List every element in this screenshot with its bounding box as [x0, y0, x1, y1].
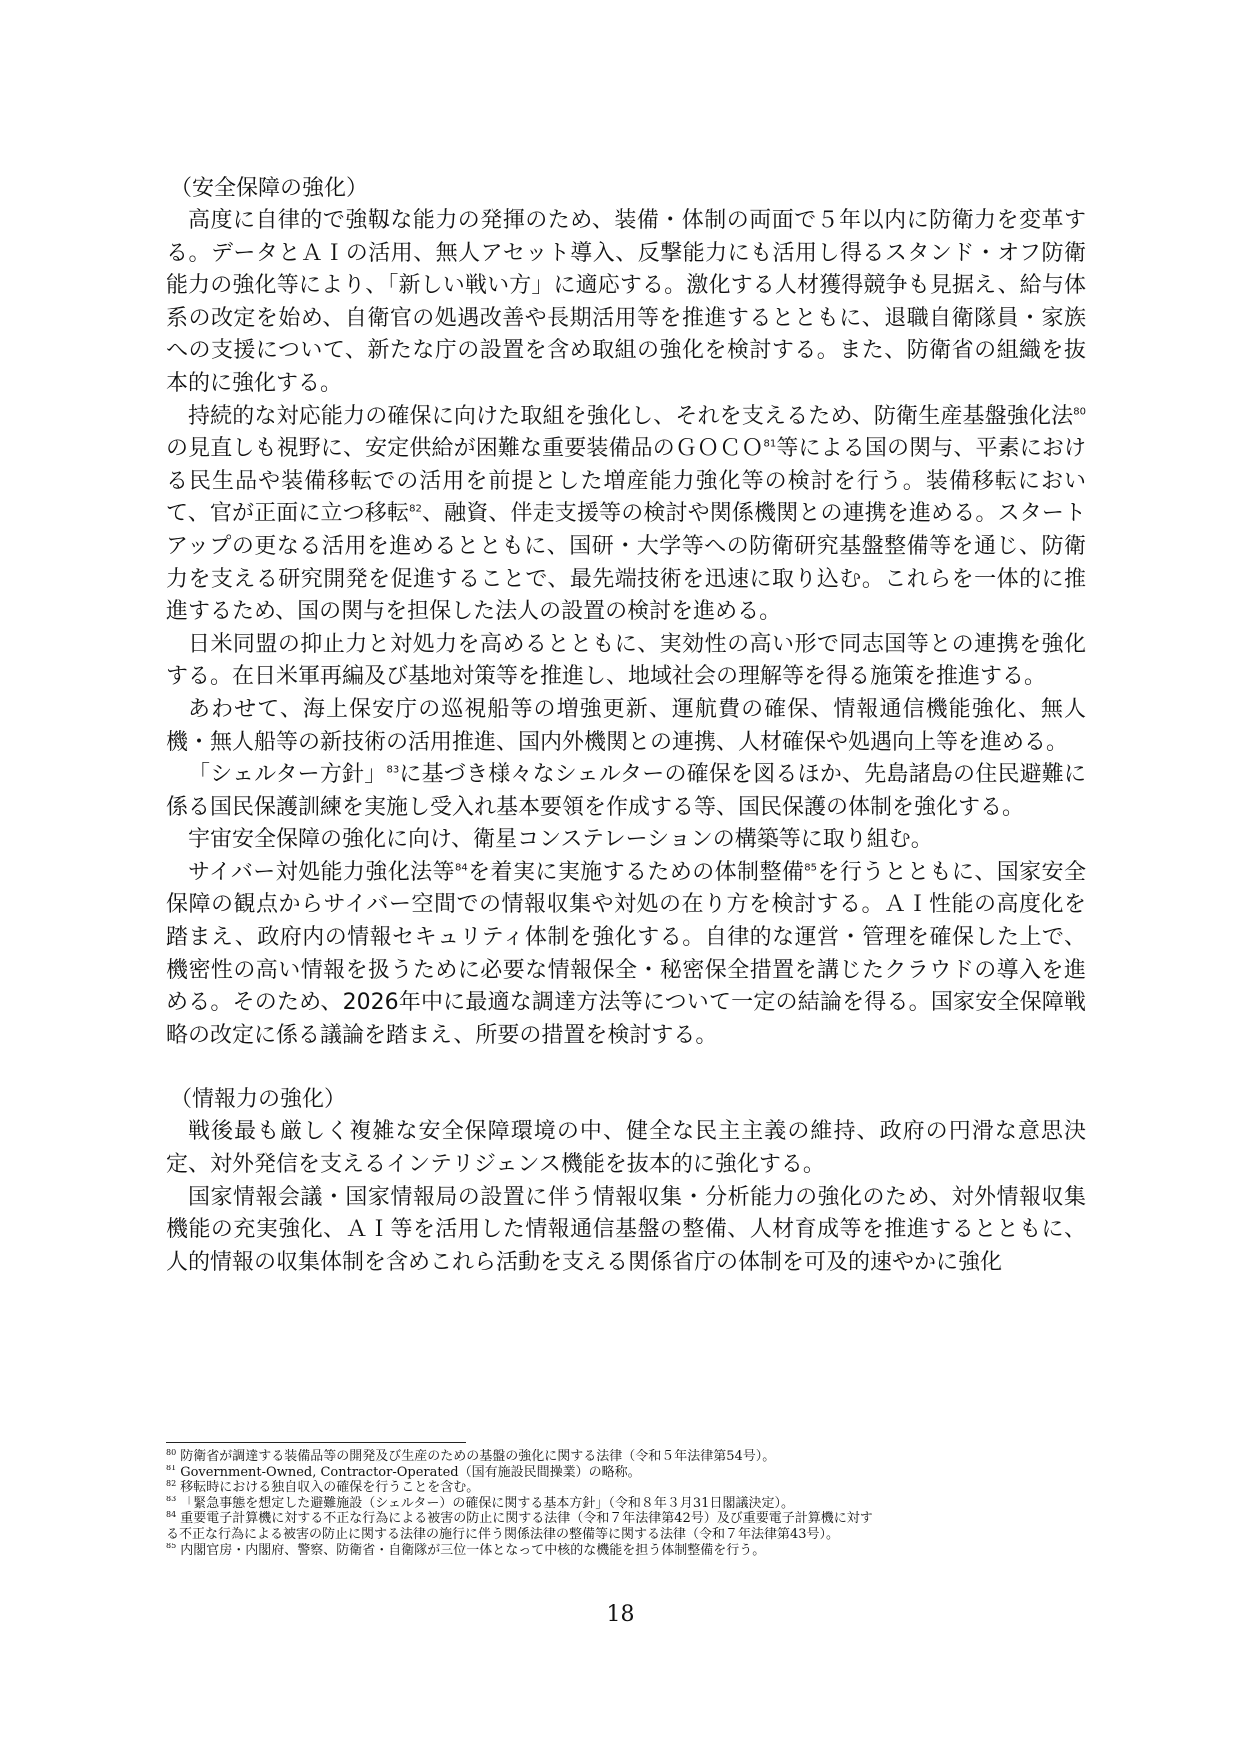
paragraph-text: に基づき様々なシェルターの確保を図るほか、先島諸島の住民避難に係る国民保護訓練を実施し受入れ基本要領を作成する等、国民保護の体制を強化する。 [166, 762, 1087, 820]
footnote-ref-81[interactable]: 81 [763, 438, 777, 450]
footnote-number: 84 [166, 1511, 177, 1520]
paragraph-space-security [166, 824, 1086, 857]
footnote-85 [166, 1543, 1086, 1559]
footnote-number: 82 [166, 1480, 177, 1488]
footnote-text: 「緊急事態を想定した避難施設（シェルター）の確保に関する基本方針」（令和８年３月31日閣議決定）。 [180, 1495, 794, 1511]
footnote-separator [166, 1442, 466, 1443]
footnote-text: Government-Owned, Contractor-Operated（国有施設民間操業）の略称。 [180, 1464, 641, 1480]
footnote-ref-84[interactable]: 84 [454, 862, 468, 874]
footnote-80 [166, 1449, 1086, 1465]
footnote-81 [166, 1465, 1086, 1481]
paragraph-text: 等による国の関与、平素における民生品や装備移転での活用を前提とした増産能力強化等の検討を行う。装備移転において、官が正面に立つ移転 [166, 436, 1086, 527]
paragraph-intelligence-function [166, 1116, 1086, 1181]
paragraph-text: 宇宙安全保障の強化に向け、衛星コンステレーションの構築等に取り組む。 [188, 827, 933, 853]
footnote-83 [166, 1496, 1086, 1512]
paragraph-text: 持続的な対応能力の確保に向けた取組を強化し、それを支えるため、防衛生産基盤強化法 [188, 403, 1074, 429]
paragraph-japan-us-alliance [166, 629, 1086, 694]
paragraph-text: を着実に実施するための体制整備 [467, 859, 805, 885]
paragraph-text: を行うとともに、国家安全保障の観点からサイバー空間での情報収集や対処の在り方を検討する。ＡＩ性能の高度化を踏まえ、政府内の情報セキュリティ体制を強化する。自律的な運営・管理を確保した上で、機密性の高い情報を扱うために必要な情報保全・秘密保全措置を講じたクラウドの導入を進める。そのため、2026年中に最適な調達方法等について一定の結論を得る。国家安全保障戦略の改定に係る議論を踏まえ、所要の措置を検討する。 [166, 859, 1086, 1048]
paragraph-cyber [166, 857, 1086, 1053]
footnote-number: 83 [166, 1495, 177, 1504]
paragraph-text: 日米同盟の抑止力と対処力を高めるとともに、実効性の高い形で同志国等との連携を強化する。在日米軍再編及び基地対策等を推進し、地域社会の理解等を得る施策を推進する。 [166, 631, 1086, 690]
section-heading-security: （安全保障の強化） [170, 176, 369, 201]
paragraph-defense-production [166, 401, 1086, 629]
footnote-number: 85 [166, 1542, 177, 1551]
paragraph-defense-transformation [166, 205, 1086, 401]
footnote-number: 80 [166, 1449, 177, 1457]
footnote-ref-82[interactable]: 82 [409, 504, 422, 516]
section-heading-intelligence: （情報力の強化） [170, 1087, 347, 1113]
paragraph-national-intelligence-council [166, 1182, 1086, 1280]
footnote-text: 重要電子計算機に対する不正な行為による被害の防止に関する法律（令和７年法律第42号）及び重要電子計算機に対す [180, 1511, 873, 1527]
footnote-84 [166, 1511, 1086, 1527]
paragraph-text: の見直しも視野に、安定供給が困難な重要装備品のＧＯＣＯ [166, 436, 764, 462]
section-gap [166, 1052, 1086, 1083]
footnote-84-continued: る不正な行為による被害の防止に関する法律の施行に伴う関係法律の整備等に関する法律（令和７年法律第43号）。 [166, 1526, 840, 1542]
body-text [166, 172, 1086, 1279]
paragraph-text: 「シェルター方針」 [188, 762, 387, 788]
paragraph-text: 、融資、伴走支援等の検討や関係機関との連携を進める。スタートアップの更なる活用を進めるとともに、国研・大学等への防衛研究基盤整備等を通じ、防衛力を支える研究開発を促進することで、最先端技術を迅速に取り込む。これらを一体的に推進するため、国の関与を担保した法人の設置の検討を進める。 [166, 501, 1086, 625]
page-number: 18 [606, 1602, 635, 1627]
footnote-text: 内閣官房・内閣府、警察、防衛省・自衛隊が三位一体となって中核的な機能を担う体制整備を行う。 [180, 1542, 766, 1558]
paragraph-shelter-policy [166, 759, 1086, 824]
footnote-ref-83[interactable]: 83 [386, 764, 400, 776]
paragraph-text: 高度に自律的で強靱な能力の発揮のため、装備・体制の両面で５年以内に防衛力を変革する。データとＡＩの活用、無人アセット導入、反撃能力にも活用し得るスタンド・オフ防衛能力の強化等により、「新しい戦い方」に適応する。激化する人材獲得競争も見据え、給与体系の改定を始め、自衛官の処遇改善や長期活用等を推進するとともに、退職自衛隊員・家族への支援について、新たな庁の設置を含め取組の強化を検討する。また、防衛省の組織を抜本的に強化する。 [166, 208, 1086, 396]
footnote-ref-85[interactable]: 85 [804, 862, 818, 874]
footnote-text: 移転時における独自収入の確保を行うことを含む。 [180, 1480, 480, 1496]
paragraph-text: 国家情報会議・国家情報局の設置に伴う情報収集・分析能力の強化のため、対外情報収集機能の充実強化、ＡＩ等を活用した情報通信基盤の整備、人材育成等を推進するとともに、人的情報の収集体制を含めこれら活動を支える関係省庁の体制を可及的速やかに強化 [166, 1184, 1086, 1275]
paragraph-text: 戦後最も厳しく複雑な安全保障環境の中、健全な民主主義の維持、政府の円滑な意思決定、対外発信を支えるインテリジェンス機能を抜本的に強化する。 [166, 1119, 1086, 1178]
footnote-ref-80[interactable]: 80 [1073, 406, 1086, 418]
paragraph-coast-guard [166, 694, 1086, 759]
paragraph-text: サイバー対処能力強化法等 [188, 859, 455, 885]
footnotes [166, 1449, 1086, 1558]
footnote-number: 81 [166, 1464, 177, 1473]
footnote-82 [166, 1480, 1086, 1496]
footnote-text: 防衛省が調達する装備品等の開発及び生産のための基盤の強化に関する法律（令和５年法律第54号）。 [180, 1449, 776, 1464]
paragraph-text: あわせて、海上保安庁の巡視船等の増強更新、運航費の確保、情報通信機能強化、無人機・無人船等の新技術の活用推進、国内外機関との連携、人材確保や処遇向上等を進める。 [166, 696, 1086, 755]
